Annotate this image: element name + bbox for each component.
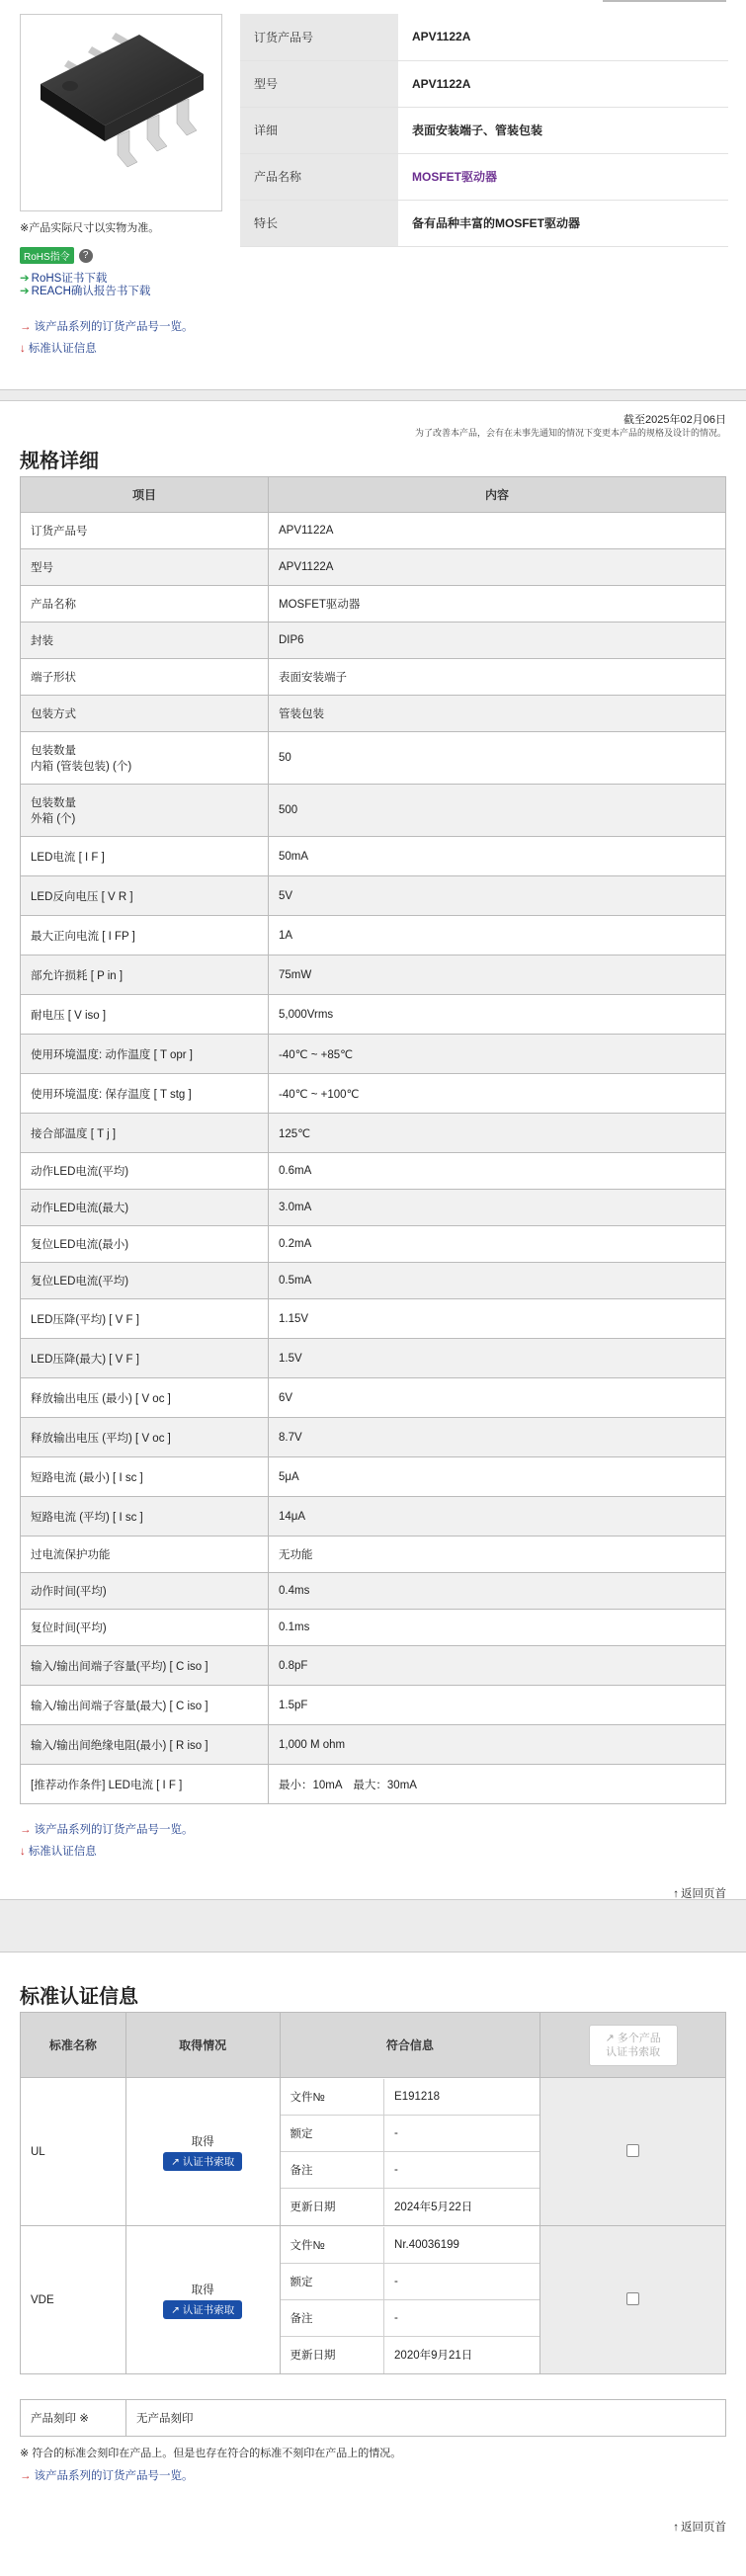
spec-value: 125℃ — [269, 1114, 726, 1153]
cert-status-cell — [125, 2226, 280, 2374]
spec-row — [21, 1497, 726, 1537]
spec-value: 14μA — [269, 1497, 726, 1537]
spec-key: 使用环境温度: 保存温度 [ T stg ] — [21, 1074, 269, 1114]
spec-value: 0.4ms — [269, 1573, 726, 1610]
cert-info-row — [281, 2300, 540, 2337]
spec-value: 8.7V — [269, 1418, 726, 1457]
spec-row — [21, 1299, 726, 1339]
cert-info-row — [281, 2189, 540, 2225]
cert-info-key: 文件№ — [281, 2227, 384, 2264]
spec-row — [21, 1035, 726, 1074]
cert-name: UL — [21, 2078, 126, 2226]
cert-col-info: 符合信息 — [280, 2013, 540, 2078]
spec-row — [21, 1610, 726, 1646]
back-to-top-label: 返回页首 — [681, 1888, 726, 1900]
cert-info-key: 额定 — [281, 2264, 384, 2300]
cert-info-key: 更新日期 — [281, 2337, 384, 2373]
arrow-right-icon: ➔ — [20, 273, 30, 285]
cert-request-label: 认证书索取 — [182, 2303, 235, 2316]
spec-key: 输入/输出间端子容量(最大) [ C iso ] — [21, 1686, 269, 1725]
spec-key: 复位LED电流(平均) — [21, 1263, 269, 1299]
arrow-down-icon: ↓ — [20, 1846, 26, 1858]
cert-info-row — [281, 2337, 540, 2373]
spec-key: 过电流保护功能 — [21, 1537, 269, 1573]
spec-row — [21, 1537, 726, 1573]
spec-value: 0.5mA — [269, 1263, 726, 1299]
cert-status: 取得 — [191, 2284, 214, 2296]
spec-value: 1A — [269, 916, 726, 956]
spec-value: 1,000 M ohm — [269, 1725, 726, 1765]
spec-key: 订货产品号 — [21, 513, 269, 549]
cert-info-link[interactable] — [20, 1843, 97, 1859]
summary-row — [240, 60, 728, 107]
spec-value: 1.5pF — [269, 1686, 726, 1725]
cert-info-cell — [280, 2226, 540, 2374]
cert-info-row — [281, 2227, 540, 2264]
spec-row — [21, 1418, 726, 1457]
summary-key: 特长 — [240, 200, 398, 246]
spec-value: 无功能 — [269, 1537, 726, 1573]
spec-value: 5μA — [269, 1457, 726, 1497]
spec-key: 使用环境温度: 动作温度 [ T opr ] — [21, 1035, 269, 1074]
cert-info-cell — [280, 2078, 540, 2226]
summary-value: 备有品种丰富的MOSFET驱动器 — [398, 200, 728, 246]
spec-row — [21, 876, 726, 916]
spec-key: [推荐动作条件] LED电流 [ I F ] — [21, 1765, 269, 1804]
spec-value: 0.2mA — [269, 1226, 726, 1263]
spec-value: 75mW — [269, 956, 726, 995]
spec-value: 0.6mA — [269, 1153, 726, 1190]
marking-value: 无产品刻印 — [136, 2413, 194, 2425]
cert-info-value: E191218 — [384, 2079, 540, 2116]
spec-key: 动作时间(平均) — [21, 1573, 269, 1610]
spec-row — [21, 916, 726, 956]
as-of-date: 截至2025年02月06日 — [623, 414, 726, 426]
marking-table — [20, 2399, 726, 2437]
cert-select-cell — [540, 2078, 726, 2226]
spec-key: 耐电压 [ V iso ] — [21, 995, 269, 1035]
cert-title: 标准认证信息 — [20, 1986, 138, 2008]
rohs-badge[interactable]: RoHS指令 — [20, 247, 74, 264]
cert-info-value: 2020年9月21日 — [384, 2337, 540, 2373]
spec-value: 5,000Vrms — [269, 995, 726, 1035]
spec-key: 包装数量 内箱 (管装包装) (个) — [21, 732, 269, 785]
cert-info-key: 备注 — [281, 2152, 384, 2189]
spec-row — [21, 513, 726, 549]
top-button-edge — [603, 0, 726, 2]
spec-key: 输入/输出间绝缘电阻(最小) [ R iso ] — [21, 1725, 269, 1765]
summary-value: APV1122A — [398, 14, 728, 60]
arrow-right-icon: ➔ — [20, 286, 30, 297]
spec-row — [21, 1457, 726, 1497]
reach-download-label: REACH确认报告书下载 — [31, 286, 151, 297]
summary-key: 订货产品号 — [240, 14, 398, 60]
spec-row — [21, 1573, 726, 1610]
summary-row — [240, 14, 728, 60]
spec-value: 5V — [269, 876, 726, 916]
summary-key: 详细 — [240, 107, 398, 153]
product-image — [20, 14, 222, 211]
dip6-package-icon — [21, 15, 223, 212]
cert-info-table — [281, 2079, 540, 2225]
spec-row — [21, 1190, 726, 1226]
spec-value: DIP6 — [269, 623, 726, 659]
cert-info-value: - — [384, 2152, 540, 2189]
spec-value: 0.1ms — [269, 1610, 726, 1646]
spec-key: 接合部温度 [ T j ] — [21, 1114, 269, 1153]
cert-col-name: 标准名称 — [21, 2013, 126, 2078]
rohs-download-label: RoHS证书下载 — [31, 273, 108, 285]
spec-row — [21, 785, 726, 837]
spec-value: APV1122A — [269, 513, 726, 549]
summary-value[interactable]: MOSFET驱动器 — [398, 153, 728, 200]
cert-select-cell — [540, 2226, 726, 2374]
spec-key: 短路电流 (最小) [ I sc ] — [21, 1457, 269, 1497]
cert-info-label[interactable]: 标准认证信息 — [28, 1846, 97, 1858]
marking-note: ※ 符合的标准会刻印在产品上。但是也存在符合的标准不刻印在产品上的情况。 — [20, 2448, 402, 2459]
spec-title: 规格详细 — [20, 451, 99, 472]
series-list-link[interactable] — [20, 1821, 194, 1837]
summary-key: 型号 — [240, 60, 398, 107]
spec-value: 0.8pF — [269, 1646, 726, 1686]
spec-key: 输入/输出间端子容量(平均) [ C iso ] — [21, 1646, 269, 1686]
cert-col-select — [540, 2013, 726, 2078]
arrow-up-icon: ↑ — [673, 2522, 679, 2534]
cert-info-value: - — [384, 2116, 540, 2152]
spec-col-content: 内容 — [269, 477, 726, 513]
spec-key: LED压降(平均) [ V F ] — [21, 1299, 269, 1339]
spec-key: 产品名称 — [21, 586, 269, 623]
spec-row — [21, 1646, 726, 1686]
multi-cert-request-label: 多个产品 认证书索取 — [606, 2032, 661, 2058]
spec-value: -40℃ ~ +85℃ — [269, 1035, 726, 1074]
spec-key: 释放输出电压 (最小) [ V oc ] — [21, 1378, 269, 1418]
arrow-down-icon: ↓ — [20, 343, 26, 355]
help-icon[interactable]: ? — [79, 249, 93, 263]
spec-row — [21, 623, 726, 659]
spec-col-item: 项目 — [21, 477, 269, 513]
spec-value: 最小：10mA 最大：30mA — [269, 1765, 726, 1804]
image-note: ※产品实际尺寸以实物为准。 — [20, 222, 160, 234]
arrow-right-icon: → — [20, 2470, 32, 2482]
cert-select-checkbox[interactable] — [626, 2144, 639, 2157]
arrow-upright-icon: ↗ — [171, 2303, 183, 2316]
spec-key: 型号 — [21, 549, 269, 586]
spec-value: 管装包装 — [269, 696, 726, 732]
spec-key: 动作LED电流(平均) — [21, 1153, 269, 1190]
back-to-top-label: 返回页首 — [681, 2522, 726, 2534]
spec-key: 部允许损耗 [ P in ] — [21, 956, 269, 995]
spec-value: APV1122A — [269, 549, 726, 586]
spec-value: 6V — [269, 1378, 726, 1418]
spec-value: 50 — [269, 732, 726, 785]
spec-row — [21, 1114, 726, 1153]
back-to-top-link[interactable] — [673, 1885, 726, 1901]
summary-row — [240, 107, 728, 153]
cert-info-table — [281, 2227, 540, 2373]
series-list-link[interactable] — [20, 318, 194, 334]
spec-value: 50mA — [269, 837, 726, 876]
spec-table — [20, 476, 726, 1804]
cert-request-label: 认证书索取 — [182, 2155, 235, 2168]
rohs-download-link[interactable] — [20, 273, 107, 286]
spec-row — [21, 1153, 726, 1190]
spec-row — [21, 1765, 726, 1804]
summary-table — [240, 14, 728, 247]
spec-row — [21, 1226, 726, 1263]
cert-info-value: Nr.40036199 — [384, 2227, 540, 2264]
spec-row — [21, 995, 726, 1035]
spec-disclaimer: 为了改善本产品，会有在未事先通知的情况下变更本产品的规格及设计的情况。 — [414, 428, 726, 438]
series-list-label[interactable]: 该产品系列的订货产品号一览。 — [34, 321, 194, 333]
spec-value: 1.15V — [269, 1299, 726, 1339]
spec-value: 3.0mA — [269, 1190, 726, 1226]
spec-row — [21, 586, 726, 623]
cert-status: 取得 — [191, 2135, 214, 2148]
cert-info-card — [0, 1952, 746, 2576]
multi-cert-request-button[interactable] — [589, 2025, 678, 2066]
spec-key: 最大正向电流 [ I FP ] — [21, 916, 269, 956]
summary-key: 产品名称 — [240, 153, 398, 200]
spec-row — [21, 1339, 726, 1378]
spec-value: -40℃ ~ +100℃ — [269, 1074, 726, 1114]
spec-row — [21, 696, 726, 732]
spec-row — [21, 1378, 726, 1418]
cert-request-button[interactable] — [163, 2152, 242, 2171]
cert-select-checkbox[interactable] — [626, 2292, 639, 2305]
cert-info-value: - — [384, 2264, 540, 2300]
spec-key: 短路电流 (平均) [ I sc ] — [21, 1497, 269, 1537]
spec-details-card — [0, 400, 746, 1900]
cert-info-key: 文件№ — [281, 2079, 384, 2116]
arrow-upright-icon: ↗ — [171, 2155, 183, 2168]
spec-row — [21, 837, 726, 876]
summary-row — [240, 200, 728, 246]
cert-info-link[interactable] — [20, 340, 97, 356]
spec-row — [21, 1074, 726, 1114]
spec-key: LED压降(最大) [ V F ] — [21, 1339, 269, 1378]
spec-key: 包装方式 — [21, 696, 269, 732]
spec-value: 500 — [269, 785, 726, 837]
cert-name: VDE — [21, 2226, 126, 2374]
spec-row — [21, 1263, 726, 1299]
summary-value: APV1122A — [398, 60, 728, 107]
series-list-label[interactable]: 该产品系列的订货产品号一览。 — [34, 1824, 194, 1836]
cert-row — [21, 2226, 726, 2374]
spec-value: MOSFET驱动器 — [269, 586, 726, 623]
spec-key: 封装 — [21, 623, 269, 659]
cert-info-key: 额定 — [281, 2116, 384, 2152]
spec-key: 释放输出电压 (平均) [ V oc ] — [21, 1418, 269, 1457]
spec-row — [21, 956, 726, 995]
spec-row — [21, 1725, 726, 1765]
cert-info-row — [281, 2079, 540, 2116]
series-list-label[interactable]: 该产品系列的订货产品号一览。 — [34, 2470, 194, 2482]
reach-download-link[interactable] — [20, 286, 150, 298]
arrow-right-icon: → — [20, 1824, 32, 1836]
rohs-row — [20, 247, 93, 264]
summary-row — [240, 153, 728, 200]
arrow-upright-icon: ↗ — [605, 2032, 615, 2044]
spec-key: LED反向电压 [ V R ] — [21, 876, 269, 916]
product-summary-card — [0, 0, 746, 390]
cert-request-button[interactable] — [163, 2300, 242, 2319]
marking-label: 产品刻印 ※ — [21, 2400, 126, 2437]
arrow-up-icon: ↑ — [673, 1888, 679, 1900]
cert-info-key: 更新日期 — [281, 2189, 384, 2225]
cert-info-label[interactable]: 标准认证信息 — [28, 343, 97, 355]
spec-key: 复位时间(平均) — [21, 1610, 269, 1646]
cert-info-row — [281, 2264, 540, 2300]
arrow-right-icon: → — [20, 321, 32, 333]
spec-row — [21, 1686, 726, 1725]
summary-value: 表面安装端子、管装包装 — [398, 107, 728, 153]
cert-info-row — [281, 2152, 540, 2189]
cert-info-value: 2024年5月22日 — [384, 2189, 540, 2225]
spec-row — [21, 549, 726, 586]
spec-key: 包装数量 外箱 (个) — [21, 785, 269, 837]
back-to-top-link[interactable] — [673, 2519, 726, 2534]
cert-table — [20, 2012, 726, 2374]
cert-col-status: 取得情况 — [125, 2013, 280, 2078]
spec-key: 动作LED电流(最大) — [21, 1190, 269, 1226]
spec-key: LED电流 [ I F ] — [21, 837, 269, 876]
cert-info-key: 备注 — [281, 2300, 384, 2337]
cert-info-value: - — [384, 2300, 540, 2337]
cert-row — [21, 2078, 726, 2226]
spec-value: 1.5V — [269, 1339, 726, 1378]
spec-row — [21, 732, 726, 785]
cert-status-cell — [125, 2078, 280, 2226]
spec-key: 端子形状 — [21, 659, 269, 696]
spec-row — [21, 659, 726, 696]
series-list-link[interactable] — [20, 2467, 194, 2483]
cert-info-row — [281, 2116, 540, 2152]
spec-key: 复位LED电流(最小) — [21, 1226, 269, 1263]
spec-value: 表面安装端子 — [269, 659, 726, 696]
